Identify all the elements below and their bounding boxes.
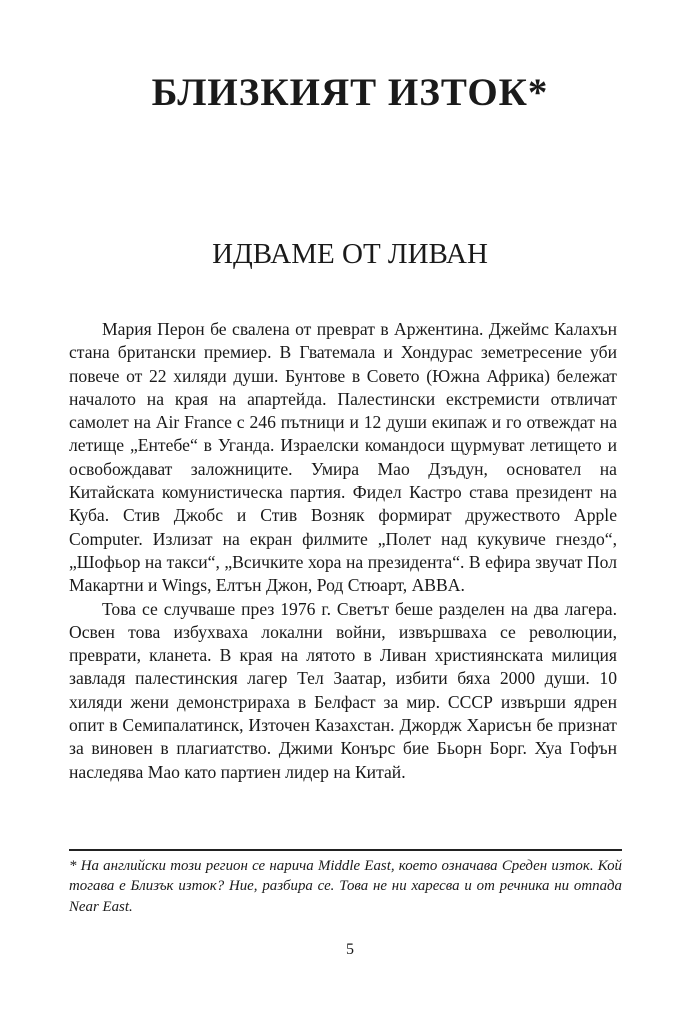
body-paragraph-1: Мария Перон бе свалена от преврат в Аржентина. Джеймс Калахън стана британски премиер. В Гватемала и Хондурас земетресение уби повече от 22 хиляди души. Бунтове в Совето (Южна Африка) бележат началото на края на апартейда. Палестински екстремисти отвличат самолет на Air France с 246 пътници и 12 души екипаж и го отвеждат на летище „Ентебе“ в Уганда. Израелски командоси щурмуват летището и освобождават заложниците. Умира Мао Дзъдун, основател на Китайската комунистическа партия. Фидел Кастро става президент на Куба. Стив Джобс и Стив Возняк формират дружеството Apple Computer. Излизат на екран филмите „Полет над кукувиче гнездо“, „Шофьор на такси“, „Всичките хора на президента“. В ефира звучат Пол Макартни и Wings, Елтън Джон, Род Стюарт, ABBA.	[69, 319, 617, 596]
section-subtitle: ИДВАМЕ ОТ ЛИВАН	[212, 238, 488, 270]
body-text	[69, 318, 617, 784]
footnote-divider	[69, 849, 622, 851]
chapter-title: БЛИЗКИЯТ ИЗТОК*	[151, 71, 549, 114]
page-number: 5	[346, 941, 354, 958]
body-paragraph-2: Това се случваше през 1976 г. Светът беше разделен на два лагера. Освен това избухваха локални войни, извършваха се революции, преврати, кланета. В края на лятото в Ливан християнската милиция завладя палестинския лагер Тел Заатар, избити бяха 2000 души. 10 хиляди жени демонстрираха в Белфаст за мир. СССР извърши ядрен опит в Семипалатинск, Източен Казахстан. Джордж Харисън бе признат за виновен в плагиатство. Джими Конърс бие Бьорн Борг. Хуа Гофън наследява Мао като партиен лидер на Китай.	[69, 598, 617, 782]
footnote: * На английски този регион се нарича Middle East, което означава Среден изток. Кой тогава е Близък изток? Ние, разбира се. Това не ни харесва и от речника ни отпада Near East.	[69, 858, 622, 915]
